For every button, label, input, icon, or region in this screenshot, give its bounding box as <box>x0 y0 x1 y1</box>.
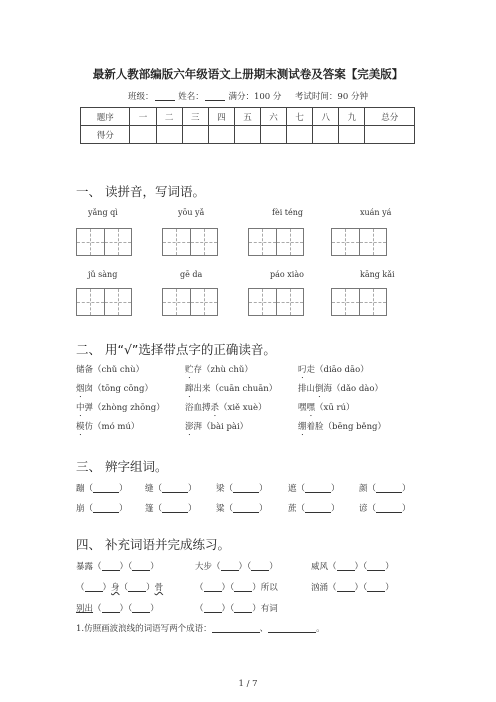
full-score: 满分：100 分 <box>228 92 282 102</box>
word-group[interactable]: 谚（ ） <box>359 504 411 514</box>
idiom-blank-8[interactable]: （ ）（ ）有词 <box>195 604 278 614</box>
word-group[interactable]: 蔗（ ） <box>288 504 340 514</box>
score-cell[interactable] <box>156 126 182 144</box>
exam-time: 考试时间：90 分钟 <box>294 92 368 102</box>
pinyin-6: gē da <box>180 270 203 279</box>
exam-info <box>0 90 496 102</box>
class-blank <box>155 91 175 101</box>
idiom-blank-6[interactable]: 汹涌（ ）（ ） <box>311 583 394 593</box>
writing-grid[interactable] <box>248 288 304 316</box>
reading-item[interactable]: 烟囱（tōng cōng） <box>76 384 153 394</box>
section3-heading: 三、 辨字组词。 <box>76 459 168 474</box>
score-table-row <box>81 126 415 144</box>
name-blank <box>205 91 225 101</box>
score-header-cell: 六 <box>261 108 287 126</box>
score-header-cell: 三 <box>182 108 208 126</box>
word-group[interactable]: 颜（ ） <box>359 484 411 494</box>
name-label: 姓名： <box>178 92 204 102</box>
section4-heading: 四、 补充词语并完成练习。 <box>76 537 230 552</box>
idiom-blank-4[interactable]: （ ）身（ ）骨 <box>76 583 164 593</box>
class-label: 班级： <box>128 92 154 102</box>
score-cell[interactable] <box>261 126 287 144</box>
word-group[interactable]: 遮（ ） <box>288 484 340 494</box>
writing-grid[interactable] <box>162 228 218 256</box>
reading-item[interactable]: 澎湃（bài pài） <box>185 422 249 432</box>
pinyin-5: jǔ sàng <box>88 270 118 279</box>
score-table-header <box>81 108 415 126</box>
writing-grid[interactable] <box>248 228 304 256</box>
reading-item[interactable]: 叼走（diāo dāo） <box>298 365 369 375</box>
reading-item[interactable]: 贮存（zhù chǔ） <box>185 365 253 375</box>
reading-item[interactable]: 蹿出来（cuān chuān） <box>185 384 278 394</box>
idiom-blank-7[interactable]: 别出（ ）（ ） <box>76 604 159 614</box>
idiom-blank-5[interactable]: （ ）（ ）所以 <box>195 583 278 593</box>
score-header-cell: 五 <box>234 108 260 126</box>
score-cell[interactable] <box>287 126 313 144</box>
score-header-cell: 七 <box>287 108 313 126</box>
word-group[interactable]: 蹦（ ） <box>76 484 128 494</box>
section2-heading: 二、 用“√”选择带点字的正确读音。 <box>76 342 276 357</box>
score-header-cell: 总分 <box>365 108 415 126</box>
score-row-label: 得分 <box>81 126 130 144</box>
document-title: 最新人教部编版六年级语文上册期末测试卷及答案【完美版】 <box>92 67 404 81</box>
pinyin-3: fèi téng <box>272 208 304 217</box>
score-header-cell: 八 <box>313 108 339 126</box>
page-number: 1 / 7 <box>238 679 258 689</box>
idiom-blank-3[interactable]: 威风（ ）（ ） <box>311 562 394 572</box>
writing-grid[interactable] <box>162 288 218 316</box>
score-header-cell: 二 <box>156 108 182 126</box>
idiom-blank-2[interactable]: 大步（ ）（ ） <box>195 562 278 572</box>
section1-heading: 一、 读拼音，写词语。 <box>76 184 205 199</box>
score-header-cell: 题序 <box>81 108 130 126</box>
writing-grid[interactable] <box>331 228 387 256</box>
score-cell[interactable] <box>130 126 156 144</box>
word-group[interactable]: 篷（ ） <box>145 504 197 514</box>
reading-item[interactable]: 中弹（zhòng zhōng） <box>76 403 165 413</box>
score-cell[interactable] <box>208 126 234 144</box>
writing-grid[interactable] <box>76 288 132 316</box>
score-cell[interactable] <box>365 126 415 144</box>
pinyin-8: kāng kǎi <box>360 270 395 279</box>
reading-item[interactable]: 嘿嘿（xū rú） <box>298 403 355 413</box>
reading-item[interactable]: 储备（chǔ chù） <box>76 365 145 375</box>
word-group[interactable]: 缝（ ） <box>145 484 197 494</box>
score-header-cell: 一 <box>130 108 156 126</box>
word-group[interactable]: 粱（ ） <box>216 504 268 514</box>
pinyin-2: yōu yǎ <box>178 208 205 217</box>
word-group[interactable]: 崩（ ） <box>76 504 128 514</box>
reading-item[interactable]: 浴血搏杀（xiě xuè） <box>185 403 267 413</box>
score-cell[interactable] <box>339 126 365 144</box>
score-cell[interactable] <box>313 126 339 144</box>
writing-grid[interactable] <box>76 228 132 256</box>
question-1[interactable]: 1.仿照画波浪线的词语写两个成语： 、 。 <box>76 624 325 634</box>
pinyin-1: yǎng qì <box>88 208 118 217</box>
reading-item[interactable]: 绷着脸（bēng běng） <box>298 422 386 432</box>
score-cell[interactable] <box>234 126 260 144</box>
writing-grid[interactable] <box>331 288 387 316</box>
reading-item[interactable]: 排山倒海（dǎo dào） <box>298 384 383 394</box>
pinyin-7: páo xiào <box>270 270 304 279</box>
reading-item[interactable]: 模仿（mó mú） <box>76 422 140 432</box>
pinyin-4: xuán yá <box>360 208 392 217</box>
score-header-cell: 九 <box>339 108 365 126</box>
score-table <box>80 107 415 144</box>
score-header-cell: 四 <box>208 108 234 126</box>
idiom-blank-1[interactable]: 暴露（ ）（ ） <box>76 562 159 572</box>
score-cell[interactable] <box>182 126 208 144</box>
word-group[interactable]: 梁（ ） <box>216 484 268 494</box>
